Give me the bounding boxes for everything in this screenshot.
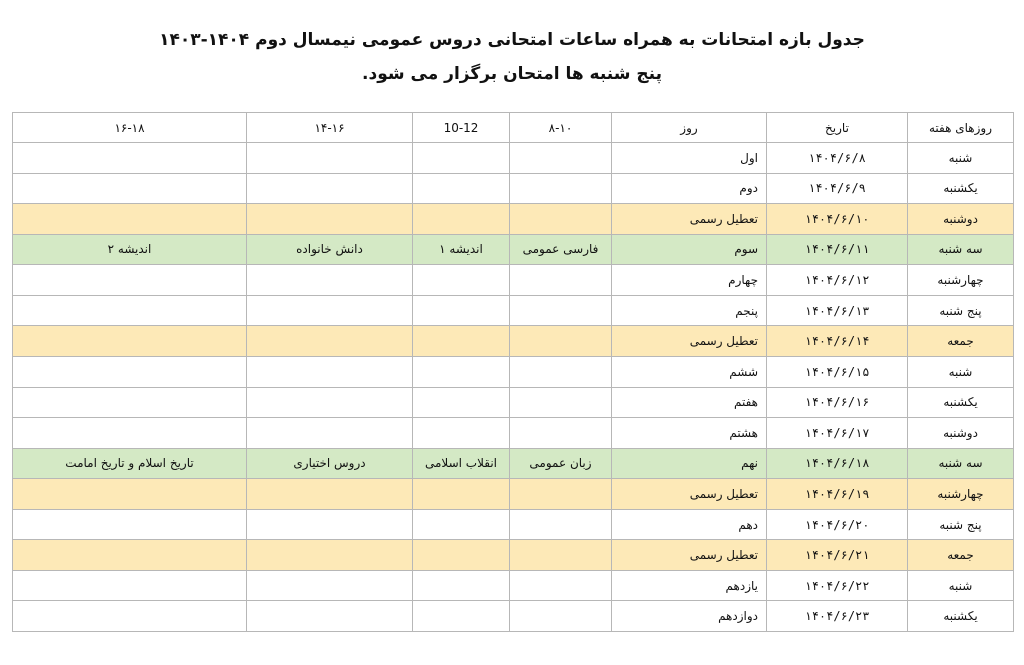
cell-date: ۱۴۰۴/۶/۱۳ [767,295,908,326]
cell-day: هشتم [612,418,767,449]
cell-slot-10-12 [413,479,510,510]
cell-slot-16-18 [13,570,247,601]
cell-date: ۱۴۰۴/۶/۲۱ [767,540,908,571]
header-slot-14-16: ۱۴-۱۶ [247,113,413,143]
cell-slot-16-18 [13,418,247,449]
table-row [13,387,1014,418]
cell-slot-14-16 [247,326,413,357]
table-row [13,418,1014,449]
cell-slot-16-18 [13,143,247,174]
cell-date: ۱۴۰۴/۶/۱۷ [767,418,908,449]
cell-date: ۱۴۰۴/۶/۱۴ [767,326,908,357]
table-row [13,204,1014,235]
cell-slot-14-16 [247,356,413,387]
cell-slot-14-16 [247,204,413,235]
cell-slot-8-10: فارسی عمومی [510,234,612,265]
cell-weekday: یکشنبه [908,601,1014,632]
header-slot-8-10: ۸-۱۰ [510,113,612,143]
cell-weekday: یکشنبه [908,387,1014,418]
cell-weekday: پنج شنبه [908,509,1014,540]
cell-weekday: سه شنبه [908,448,1014,479]
cell-slot-14-16: دروس اختیاری [247,448,413,479]
cell-slot-16-18 [13,540,247,571]
cell-weekday: چهارشنبه [908,265,1014,296]
cell-date: ۱۴۰۴/۶/۱۶ [767,387,908,418]
cell-slot-10-12: اندیشه ۱ [413,234,510,265]
page-subtitle: پنج شنبه ها امتحان برگزار می شود. [362,64,662,84]
cell-weekday: جمعه [908,540,1014,571]
cell-slot-14-16 [247,295,413,326]
cell-slot-16-18 [13,479,247,510]
cell-slot-14-16 [247,143,413,174]
cell-slot-10-12 [413,509,510,540]
cell-day: تعطیل رسمی [612,479,767,510]
cell-slot-10-12 [413,356,510,387]
cell-date: ۱۴۰۴/۶/۲۰ [767,509,908,540]
cell-weekday: چهارشنبه [908,479,1014,510]
cell-date: ۱۴۰۴/۶/۱۱ [767,234,908,265]
cell-day: سوم [612,234,767,265]
cell-slot-16-18 [13,326,247,357]
table-row [13,540,1014,571]
cell-day: دوم [612,173,767,204]
cell-slot-14-16 [247,509,413,540]
header-day: روز [612,113,767,143]
cell-weekday: شنبه [908,143,1014,174]
cell-date: ۱۴۰۴/۶/۲۲ [767,570,908,601]
cell-day: یازدهم [612,570,767,601]
cell-slot-16-18 [13,204,247,235]
table-body [13,143,1014,632]
cell-slot-14-16 [247,479,413,510]
cell-slot-8-10 [510,356,612,387]
cell-slot-16-18 [13,295,247,326]
cell-day: دهم [612,509,767,540]
cell-slot-14-16 [247,265,413,296]
cell-slot-10-12 [413,601,510,632]
cell-weekday: جمعه [908,326,1014,357]
table-row [13,509,1014,540]
cell-slot-16-18 [13,601,247,632]
cell-slot-10-12 [413,295,510,326]
cell-slot-14-16 [247,387,413,418]
cell-day: پنجم [612,295,767,326]
cell-slot-16-18 [13,173,247,204]
cell-slot-8-10 [510,143,612,174]
cell-date: ۱۴۰۴/۶/۱۹ [767,479,908,510]
header-date: تاریخ [767,113,908,143]
cell-slot-16-18 [13,356,247,387]
cell-day: ششم [612,356,767,387]
cell-date: ۱۴۰۴/۶/۲۳ [767,601,908,632]
cell-weekday: دوشنبه [908,418,1014,449]
cell-slot-14-16 [247,173,413,204]
cell-slot-8-10 [510,418,612,449]
table-row [13,326,1014,357]
table-row [13,570,1014,601]
cell-slot-10-12 [413,326,510,357]
cell-slot-16-18: اندیشه ۲ [13,234,247,265]
cell-slot-10-12 [413,143,510,174]
cell-date: ۱۴۰۴/۶/۱۰ [767,204,908,235]
cell-day: دوازدهم [612,601,767,632]
cell-slot-14-16 [247,570,413,601]
cell-slot-10-12 [413,387,510,418]
table-row [13,143,1014,174]
cell-slot-10-12 [413,173,510,204]
table-row [13,295,1014,326]
cell-slot-8-10 [510,387,612,418]
cell-day: تعطیل رسمی [612,540,767,571]
cell-date: ۱۴۰۴/۶/۹ [767,173,908,204]
cell-slot-8-10 [510,601,612,632]
table-row [13,356,1014,387]
cell-slot-8-10 [510,326,612,357]
table-row [13,448,1014,479]
cell-date: ۱۴۰۴/۶/۱۵ [767,356,908,387]
cell-slot-10-12 [413,540,510,571]
cell-slot-8-10 [510,173,612,204]
cell-day: چهارم [612,265,767,296]
cell-day: اول [612,143,767,174]
cell-weekday: شنبه [908,356,1014,387]
cell-slot-14-16 [247,601,413,632]
cell-slot-8-10 [510,479,612,510]
cell-weekday: شنبه [908,570,1014,601]
cell-weekday: یکشنبه [908,173,1014,204]
cell-weekday: پنج شنبه [908,295,1014,326]
document-header [0,0,1024,110]
cell-slot-10-12: انقلاب اسلامی [413,448,510,479]
cell-slot-8-10 [510,204,612,235]
cell-slot-8-10 [510,295,612,326]
cell-slot-10-12 [413,570,510,601]
cell-slot-16-18 [13,265,247,296]
cell-day: تعطیل رسمی [612,204,767,235]
table-row [13,601,1014,632]
cell-slot-14-16 [247,418,413,449]
cell-slot-8-10 [510,570,612,601]
exam-schedule-table [12,112,1014,632]
cell-date: ۱۴۰۴/۶/۸ [767,143,908,174]
cell-slot-16-18: تاریخ اسلام و تاریخ امامت [13,448,247,479]
cell-date: ۱۴۰۴/۶/۱۸ [767,448,908,479]
table-row [13,479,1014,510]
cell-day: نهم [612,448,767,479]
cell-slot-8-10: زبان عمومی [510,448,612,479]
header-slot-10-12: 10-12 [413,113,510,143]
header-slot-16-18: ۱۶-۱۸ [13,113,247,143]
cell-slot-8-10 [510,509,612,540]
cell-date: ۱۴۰۴/۶/۱۲ [767,265,908,296]
cell-weekday: دوشنبه [908,204,1014,235]
table-header-row [13,113,1014,143]
cell-day: تعطیل رسمی [612,326,767,357]
cell-slot-16-18 [13,387,247,418]
table-row [13,173,1014,204]
cell-weekday: سه شنبه [908,234,1014,265]
cell-slot-10-12 [413,418,510,449]
cell-slot-8-10 [510,540,612,571]
table-row [13,234,1014,265]
cell-slot-8-10 [510,265,612,296]
page-title: جدول بازه امتحانات به همراه ساعات امتحانی دروس عمومی نیمسال دوم ۱۴۰۴-۱۴۰۳ [159,30,865,50]
cell-day: هفتم [612,387,767,418]
cell-slot-14-16 [247,540,413,571]
cell-slot-14-16: دانش خانواده [247,234,413,265]
header-weekday: روزهای هفته [908,113,1014,143]
table-row [13,265,1014,296]
cell-slot-16-18 [13,509,247,540]
cell-slot-10-12 [413,204,510,235]
cell-slot-10-12 [413,265,510,296]
